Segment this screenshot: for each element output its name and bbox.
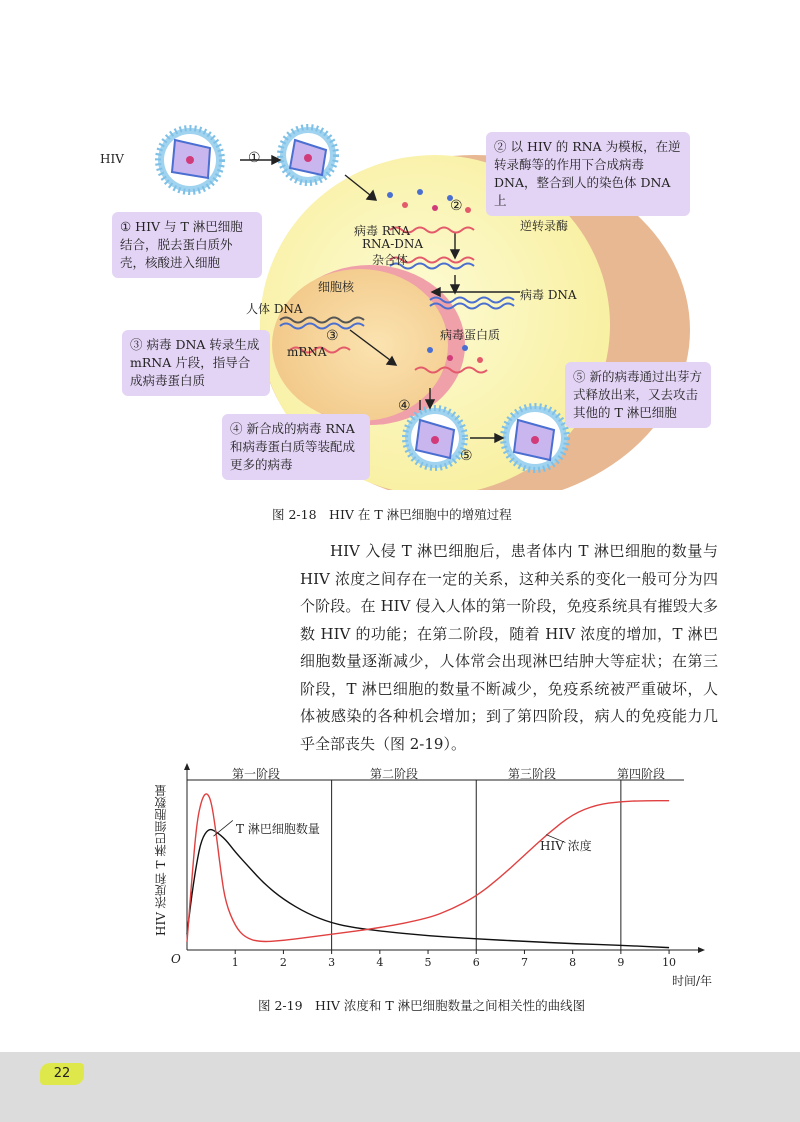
x-tick-label: 5 bbox=[424, 956, 432, 969]
hiv-virion-3 bbox=[405, 408, 465, 468]
x-axis-label: 时间/年 bbox=[672, 974, 713, 988]
figure-caption-2-19: 图 2-19 HIV 浓度和 T 淋巴细胞数量之间相关性的曲线图 bbox=[258, 998, 586, 1013]
step-marker-2: ② bbox=[450, 198, 463, 214]
hiv-virion-4 bbox=[503, 406, 567, 470]
stage-label-2: 第二阶段 bbox=[370, 767, 419, 781]
hiv-tcell-line-chart bbox=[150, 760, 713, 990]
y-axis-arrow bbox=[184, 763, 190, 770]
x-axis-arrow bbox=[698, 947, 705, 953]
step-marker-3: ③ bbox=[326, 328, 339, 344]
x-tick-label: 6 bbox=[472, 956, 480, 969]
label-rna-dna-1: RNA-DNA bbox=[362, 237, 424, 251]
label-nucleus: 细胞核 bbox=[318, 280, 355, 294]
tcell-label-leader bbox=[214, 820, 233, 836]
page-number: 22 bbox=[40, 1063, 84, 1085]
step-marker-4: ④ bbox=[398, 398, 411, 414]
callout-step-3: ③ 病毒 DNA 转录生成 mRNA 片段，指导合成病毒蛋白质 bbox=[122, 330, 270, 396]
callout-step-5: ⑤ 新的病毒通过出芽方式释放出来，又去攻击其他的 T 淋巴细胞 bbox=[565, 362, 711, 428]
label-reverse-transcriptase: 逆转录酶 bbox=[520, 219, 569, 233]
origin-label: O bbox=[171, 952, 181, 966]
x-tick-label: 1 bbox=[231, 956, 239, 969]
x-tick-label: 9 bbox=[617, 956, 625, 969]
series-label-tcell: T 淋巴细胞数量 bbox=[236, 822, 320, 836]
hiv-virion-1 bbox=[158, 128, 222, 192]
label-rna-dna-2: 杂合体 bbox=[372, 253, 409, 267]
x-tick-label: 7 bbox=[520, 956, 528, 969]
page-footer-band bbox=[0, 1052, 800, 1122]
callout-step-2: ② 以 HIV 的 RNA 为模板，在逆转录酶等的作用下合成病毒 DNA，整合到人的染色体 DNA 上 bbox=[486, 132, 690, 216]
hiv-label: HIV bbox=[100, 152, 124, 166]
label-mrna: mRNA bbox=[287, 345, 327, 359]
series-label-hiv: HIV 浓度 bbox=[540, 839, 592, 853]
x-tick-label: 3 bbox=[328, 956, 336, 969]
series-line-tcell bbox=[187, 830, 669, 948]
body-paragraph: HIV 入侵 T 淋巴细胞后，患者体内 T 淋巴细胞的数量与 HIV 浓度之间存在一定的关系，这种关系的变化一般可分为四个阶段。在 HIV 侵入人体的第一阶段，免疫系统具有摧毁大多数 HIV 的功能；在第二阶段，随着 HIV 浓度的增加，T 淋巴细胞数量逐渐减少，人体常会出现淋巴结肿大等症状；在第三阶段，T 淋巴细胞的数量不断减少，免疫系统被严重破坏，人体被感染的各种机会增加；到了第四阶段，病人的免疫能力几乎全部丧失（图 2-19）。 bbox=[300, 542, 718, 753]
label-human-dna: 人体 DNA bbox=[246, 302, 303, 316]
figure-caption-2-18: 图 2-18 HIV 在 T 淋巴细胞中的增殖过程 bbox=[272, 507, 512, 522]
label-viral-dna: 病毒 DNA bbox=[520, 288, 577, 302]
x-tick-label: 10 bbox=[662, 956, 677, 969]
callout-step-4: ④ 新合成的病毒 RNA 和病毒蛋白质等装配成更多的病毒 bbox=[222, 414, 370, 480]
hiv-virion-2 bbox=[280, 127, 336, 183]
label-viral-rna: 病毒 RNA bbox=[354, 224, 411, 238]
y-axis-label: HIV 浓度和 T 淋巴细胞数量 bbox=[154, 784, 168, 936]
x-tick-label: 4 bbox=[376, 956, 384, 969]
label-viral-protein: 病毒蛋白质 bbox=[440, 328, 501, 342]
stage-label-1: 第一阶段 bbox=[232, 767, 281, 781]
callout-step-1: ① HIV 与 T 淋巴细胞结合，脱去蛋白质外壳，核酸进入细胞 bbox=[112, 212, 262, 278]
stage-label-4: 第四阶段 bbox=[617, 767, 666, 781]
stage-label-3: 第三阶段 bbox=[508, 767, 557, 781]
step-marker-1: ① bbox=[248, 150, 261, 166]
step-marker-5: ⑤ bbox=[460, 448, 473, 464]
series-line-hiv bbox=[187, 794, 669, 942]
x-tick-label: 2 bbox=[279, 956, 287, 969]
x-tick-label: 8 bbox=[569, 956, 577, 969]
